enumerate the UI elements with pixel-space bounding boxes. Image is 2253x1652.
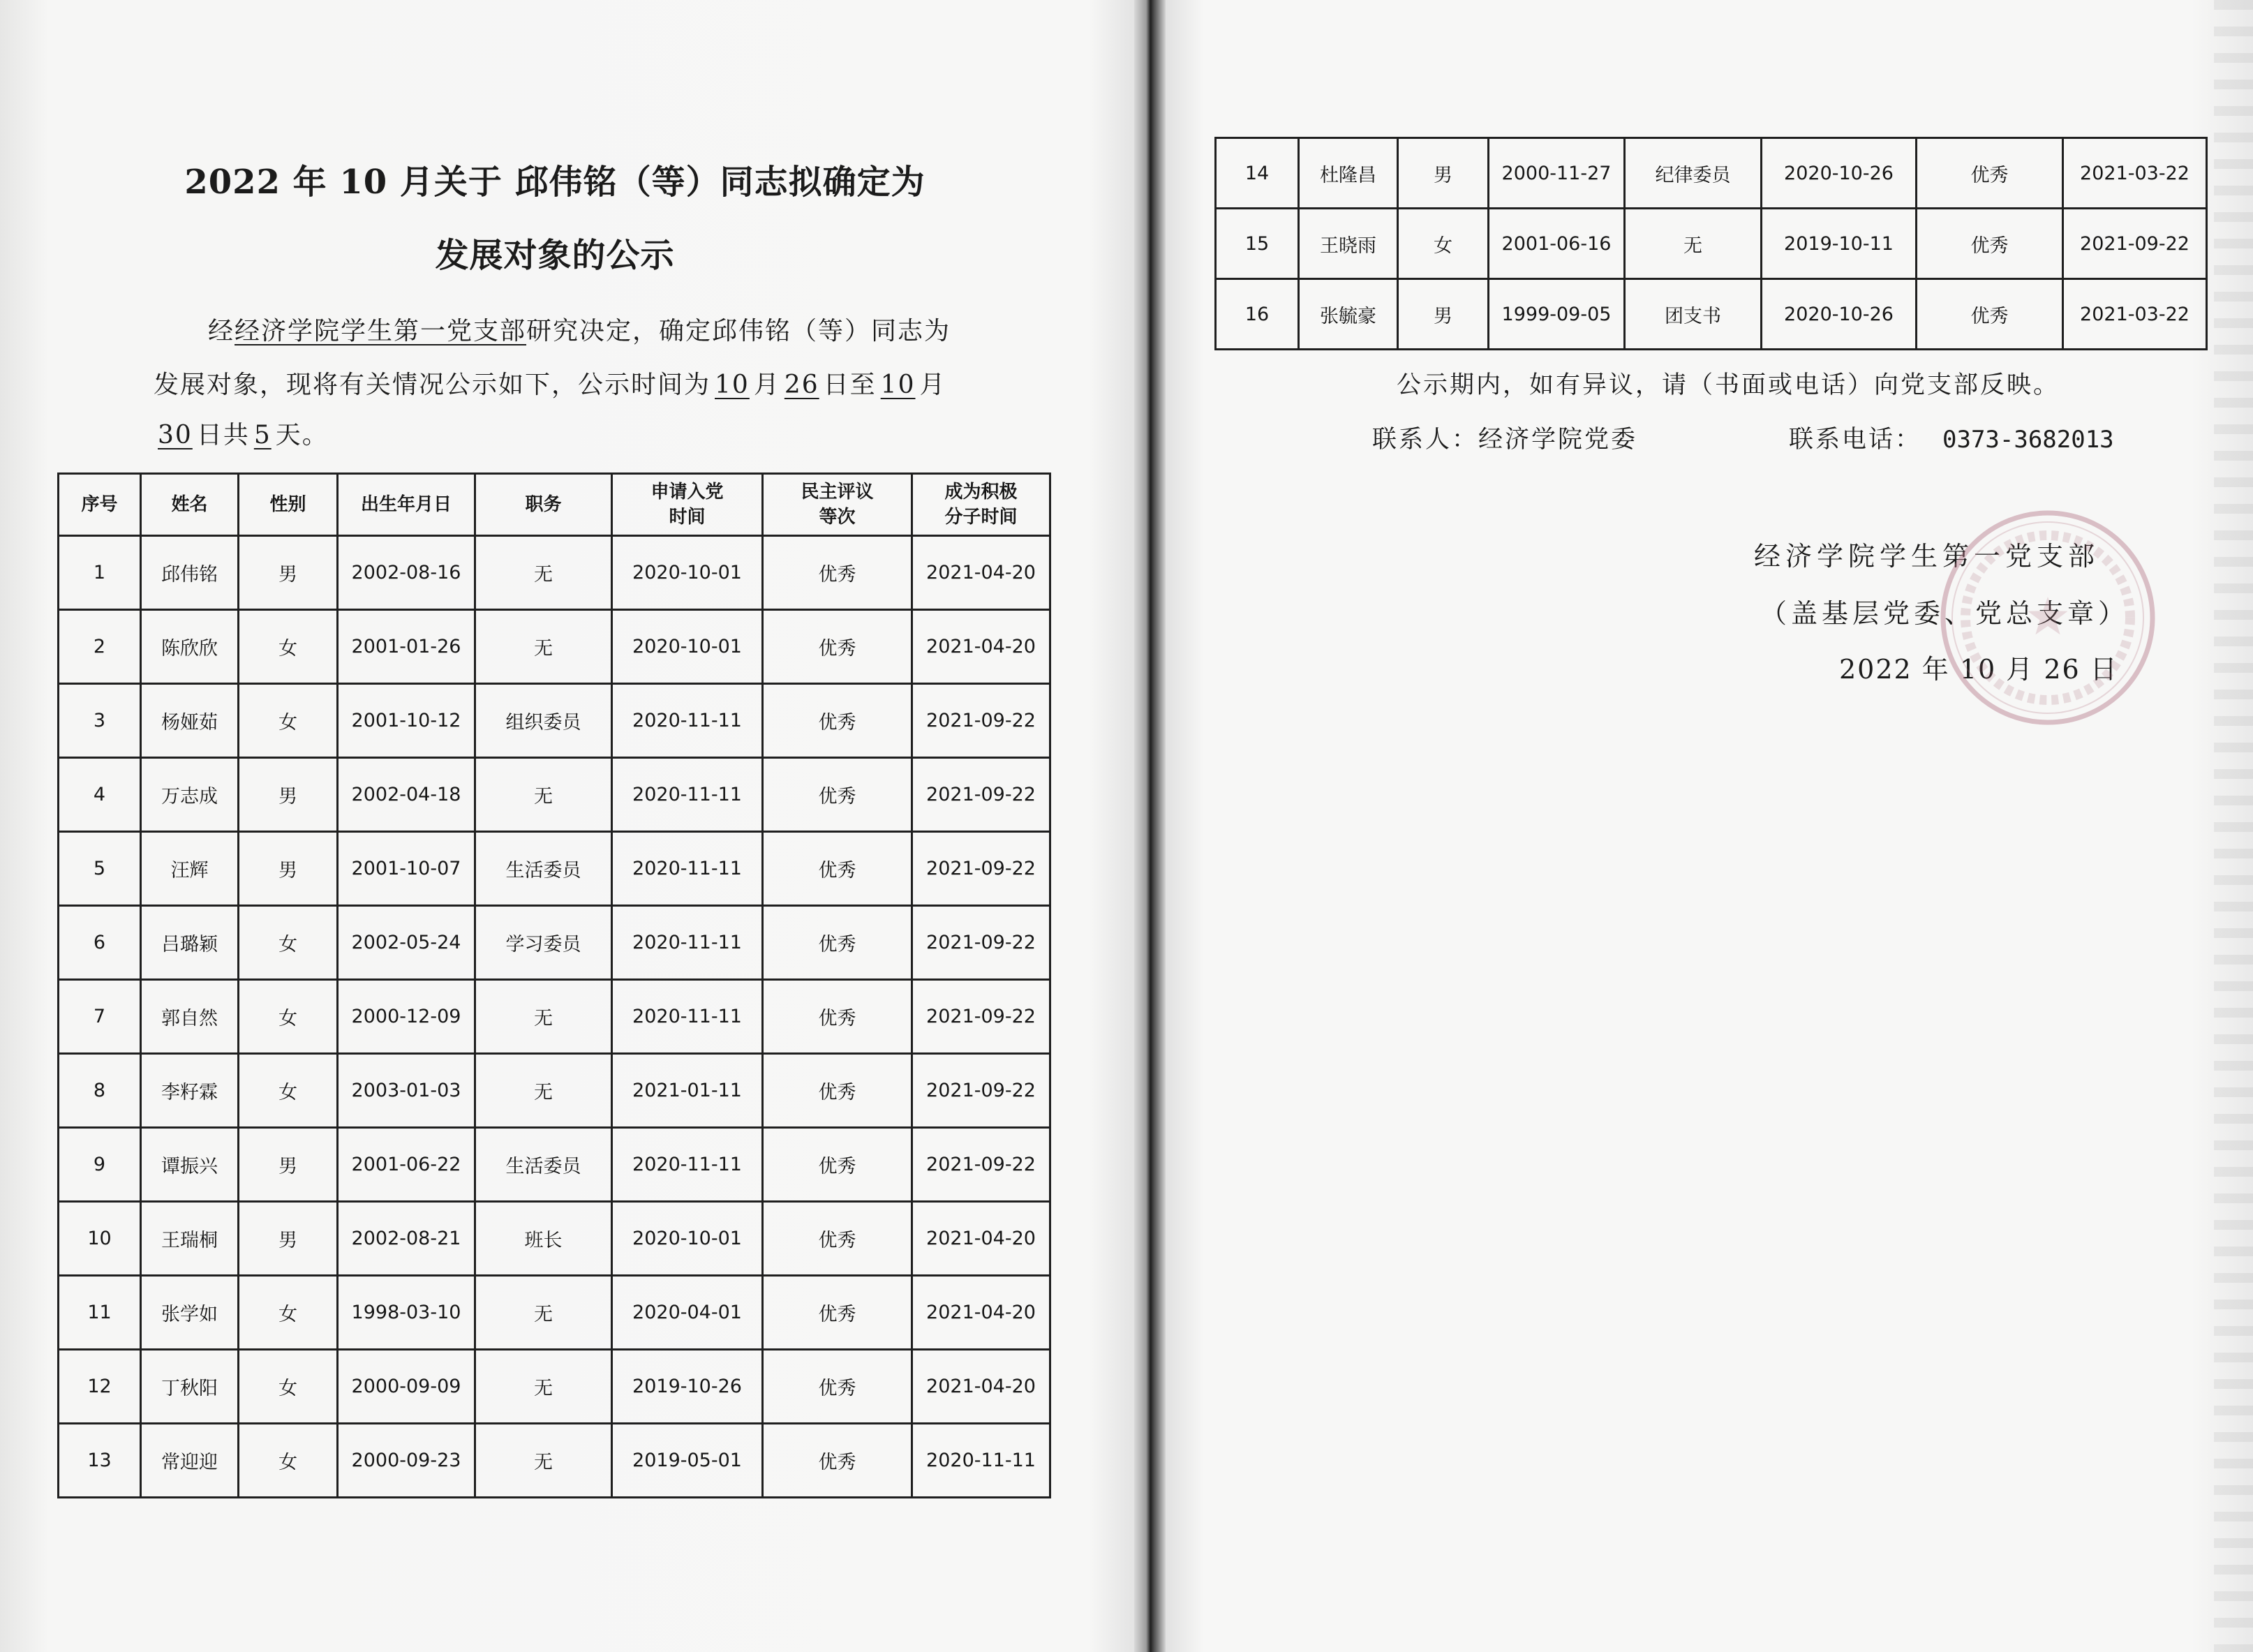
cell-position: 组织委员 [475, 684, 612, 758]
cell-evaluation: 优秀 [1917, 138, 2063, 209]
table-row [1216, 279, 2207, 350]
table-row [59, 1276, 1050, 1350]
cell-name: 杨娅茹 [141, 684, 239, 758]
cell-activist-date: 2021-09-22 [912, 906, 1050, 980]
cell-activist-date: 2021-09-22 [912, 684, 1050, 758]
cell-position: 无 [475, 610, 612, 684]
cell-activist-date: 2021-03-22 [2063, 279, 2207, 350]
cell-activist-date: 2021-04-20 [912, 1202, 1050, 1276]
cell-gender: 女 [239, 1276, 338, 1350]
cell-evaluation: 优秀 [763, 1350, 912, 1424]
table-row [59, 610, 1050, 684]
cell-gender: 女 [1398, 209, 1489, 279]
cell-name: 谭振兴 [141, 1128, 239, 1202]
table-row [59, 684, 1050, 758]
cell-activist-date: 2021-04-20 [912, 1276, 1050, 1350]
intro-start-month: 10 [715, 371, 750, 399]
cell-activist-date: 2021-09-22 [912, 758, 1050, 832]
cell-name: 郭自然 [141, 980, 239, 1054]
cell-gender: 女 [239, 980, 338, 1054]
cell-activist-date: 2021-09-22 [912, 1054, 1050, 1128]
cell-application-date: 2020-10-26 [1762, 138, 1917, 209]
intro-end-month: 10 [880, 371, 916, 399]
table-row [59, 980, 1050, 1054]
cell-activist-date: 2021-09-22 [912, 980, 1050, 1054]
cell-position: 无 [1625, 209, 1762, 279]
cell-birthdate: 2001-06-22 [338, 1128, 475, 1202]
cell-serial: 13 [59, 1424, 141, 1498]
intro-text: 月 [753, 371, 780, 399]
cell-position: 生活委员 [475, 1128, 612, 1202]
cell-name: 吕璐颖 [141, 906, 239, 980]
cell-evaluation: 优秀 [763, 1128, 912, 1202]
cell-application-date: 2021-01-11 [612, 1054, 763, 1128]
cell-name: 常迎迎 [141, 1424, 239, 1498]
header-label: 申请入党 [650, 482, 724, 503]
header-label: 分子时间 [944, 507, 1018, 528]
scan-edge-noise [2214, 0, 2253, 1652]
cell-position: 学习委员 [475, 906, 612, 980]
cell-activist-date: 2021-09-22 [912, 832, 1050, 906]
cell-position: 无 [475, 758, 612, 832]
table-row [59, 906, 1050, 980]
cell-serial: 3 [59, 684, 141, 758]
contact-person [1372, 424, 1637, 455]
cell-application-date: 2019-05-01 [612, 1424, 763, 1498]
intro-end-day: 30 [158, 421, 193, 449]
candidates-table-continued [1214, 137, 2208, 350]
cell-gender: 男 [239, 1202, 338, 1276]
table-row [1216, 138, 2207, 209]
cell-birthdate: 2000-09-09 [338, 1350, 475, 1424]
intro-text: 日共 [196, 421, 250, 449]
cell-gender: 男 [1398, 138, 1489, 209]
cell-name: 丁秋阳 [141, 1350, 239, 1424]
table-row [1216, 209, 2207, 279]
cell-application-date: 2020-11-11 [612, 684, 763, 758]
cell-gender: 男 [239, 832, 338, 906]
cell-evaluation: 优秀 [763, 758, 912, 832]
signature-seal-note: （盖基层党委、党总支章） [1760, 598, 2129, 629]
cell-evaluation: 优秀 [763, 536, 912, 610]
cell-application-date: 2019-10-11 [1762, 209, 1917, 279]
table-row [59, 1128, 1050, 1202]
cell-evaluation: 优秀 [763, 610, 912, 684]
header-name [141, 474, 239, 536]
header-label: 等次 [819, 507, 856, 528]
cell-name: 张学如 [141, 1276, 239, 1350]
cell-serial: 4 [59, 758, 141, 832]
cell-serial: 10 [59, 1202, 141, 1276]
cell-gender: 男 [239, 536, 338, 610]
header-label: 性别 [269, 494, 306, 515]
cell-gender: 男 [239, 1128, 338, 1202]
cell-evaluation: 优秀 [763, 684, 912, 758]
cell-evaluation: 优秀 [763, 1202, 912, 1276]
intro-branch-name: 经济学院学生第一党支部 [235, 317, 527, 345]
cell-position: 团支书 [1625, 279, 1762, 350]
cell-serial: 7 [59, 980, 141, 1054]
header-label: 姓名 [171, 494, 208, 515]
cell-gender: 男 [1398, 279, 1489, 350]
objection-notice: 公示期内，如有异议，请（书面或电话）向党支部反映。 [1397, 371, 2060, 399]
cell-position: 无 [475, 1276, 612, 1350]
cell-application-date: 2020-11-11 [612, 1128, 763, 1202]
page-gutter [1134, 0, 1166, 1652]
cell-evaluation: 优秀 [1917, 209, 2063, 279]
header-label: 时间 [669, 507, 706, 528]
cell-birthdate: 2002-08-21 [338, 1202, 475, 1276]
cell-application-date: 2020-04-01 [612, 1276, 763, 1350]
header-serial [59, 474, 141, 536]
cell-application-date: 2020-11-11 [612, 980, 763, 1054]
header-activist-date [912, 474, 1050, 536]
cell-name: 张毓豪 [1299, 279, 1398, 350]
cell-application-date: 2020-11-11 [612, 758, 763, 832]
cell-activist-date: 2021-04-20 [912, 536, 1050, 610]
cell-application-date: 2019-10-26 [612, 1350, 763, 1424]
cell-position: 生活委员 [475, 832, 612, 906]
intro-text: 发展对象，现将有关情况公示如下，公示时间为 [154, 371, 711, 399]
intro-day-count: 5 [253, 421, 272, 449]
intro-line-3 [154, 420, 329, 451]
cell-evaluation: 优秀 [763, 1054, 912, 1128]
cell-birthdate: 1999-09-05 [1489, 279, 1625, 350]
header-label: 序号 [81, 494, 118, 515]
cell-gender: 男 [239, 758, 338, 832]
notice-title-line-2: 发展对象的公示 [435, 236, 675, 275]
cell-name: 李籽霖 [141, 1054, 239, 1128]
cell-activist-date: 2020-11-11 [912, 1424, 1050, 1498]
table-row [59, 1054, 1050, 1128]
header-label: 职务 [525, 494, 562, 515]
cell-activist-date: 2021-04-20 [912, 610, 1050, 684]
cell-position: 无 [475, 980, 612, 1054]
cell-birthdate: 2001-10-12 [338, 684, 475, 758]
header-birthdate [338, 474, 475, 536]
cell-position: 班长 [475, 1202, 612, 1276]
cell-application-date: 2020-10-01 [612, 1202, 763, 1276]
header-evaluation [763, 474, 912, 536]
cell-application-date: 2020-11-11 [612, 832, 763, 906]
intro-line-2 [154, 370, 946, 401]
cell-name: 陈欣欣 [141, 610, 239, 684]
notice-title-line-1: 2022 年 10 月关于 邱伟铭（等）同志拟确定为 [184, 163, 925, 202]
cell-position: 无 [475, 1424, 612, 1498]
header-label: 民主评议 [801, 482, 874, 503]
cell-evaluation: 优秀 [763, 1276, 912, 1350]
cell-birthdate: 2002-05-24 [338, 906, 475, 980]
contact-value: 经济学院党委 [1478, 426, 1638, 454]
cell-position: 无 [475, 1054, 612, 1128]
cell-birthdate: 2000-11-27 [1489, 138, 1625, 209]
header-application-date [612, 474, 763, 536]
cell-serial: 11 [59, 1276, 141, 1350]
table-row [59, 1424, 1050, 1498]
cell-position: 纪律委员 [1625, 138, 1762, 209]
cell-position: 无 [475, 536, 612, 610]
cell-activist-date: 2021-04-20 [912, 1350, 1050, 1424]
candidates-table [57, 472, 1051, 1498]
cell-name: 杜隆昌 [1299, 138, 1398, 209]
header-position [475, 474, 612, 536]
intro-text: 经 [208, 317, 235, 345]
cell-application-date: 2020-10-26 [1762, 279, 1917, 350]
cell-activist-date: 2021-09-22 [912, 1128, 1050, 1202]
cell-application-date: 2020-11-11 [612, 906, 763, 980]
table-row [59, 1202, 1050, 1276]
intro-text: 日至 [823, 371, 877, 399]
cell-evaluation: 优秀 [763, 1424, 912, 1498]
cell-serial: 14 [1216, 138, 1299, 209]
cell-serial: 16 [1216, 279, 1299, 350]
header-gender [239, 474, 338, 536]
cell-serial: 1 [59, 536, 141, 610]
cell-name: 邱伟铭 [141, 536, 239, 610]
header-label: 成为积极 [944, 482, 1018, 503]
table-row [59, 1350, 1050, 1424]
cell-birthdate: 2000-09-23 [338, 1424, 475, 1498]
cell-serial: 8 [59, 1054, 141, 1128]
official-seal [1936, 506, 2159, 729]
cell-birthdate: 2001-01-26 [338, 610, 475, 684]
cell-evaluation: 优秀 [763, 980, 912, 1054]
cell-birthdate: 2003-01-03 [338, 1054, 475, 1128]
cell-gender: 女 [239, 906, 338, 980]
table-row [59, 758, 1050, 832]
table-row [59, 536, 1050, 610]
cell-name: 王晓雨 [1299, 209, 1398, 279]
cell-evaluation: 优秀 [1917, 279, 2063, 350]
contact-label: 联系人： [1372, 426, 1479, 454]
cell-gender: 女 [239, 1054, 338, 1128]
cell-gender: 女 [239, 684, 338, 758]
cell-position: 无 [475, 1350, 612, 1424]
cell-application-date: 2020-10-01 [612, 536, 763, 610]
contact-phone-label: 联系电话： [1789, 426, 1922, 454]
cell-activist-date: 2021-03-22 [2063, 138, 2207, 209]
cell-name: 王瑞桐 [141, 1202, 239, 1276]
cell-name: 汪辉 [141, 832, 239, 906]
cell-application-date: 2020-10-01 [612, 610, 763, 684]
cell-serial: 5 [59, 832, 141, 906]
intro-text: 研究决定，确定邱伟铭（等）同志为 [526, 317, 951, 345]
cell-gender: 女 [239, 610, 338, 684]
cell-birthdate: 2002-08-16 [338, 536, 475, 610]
cell-gender: 女 [239, 1424, 338, 1498]
table-header-row [59, 474, 1050, 536]
intro-text: 天。 [275, 421, 329, 449]
signature-organization: 经济学院学生第一党支部 [1754, 541, 2100, 572]
cell-gender: 女 [239, 1350, 338, 1424]
table-row [59, 832, 1050, 906]
cell-birthdate: 2000-12-09 [338, 980, 475, 1054]
cell-serial: 9 [59, 1128, 141, 1202]
contact-phone-number: 0373-3682013 [1942, 426, 2114, 454]
cell-serial: 12 [59, 1350, 141, 1424]
cell-evaluation: 优秀 [763, 906, 912, 980]
intro-text: 月 [919, 371, 946, 399]
signature-date: 2022 年 10 月 26 日 [1839, 654, 2118, 685]
cell-serial: 6 [59, 906, 141, 980]
header-label: 出生年月日 [360, 494, 452, 515]
intro-line-1 [208, 316, 951, 347]
cell-name: 万志成 [141, 758, 239, 832]
cell-birthdate: 2001-06-16 [1489, 209, 1625, 279]
cell-serial: 15 [1216, 209, 1299, 279]
cell-activist-date: 2021-09-22 [2063, 209, 2207, 279]
cell-birthdate: 2002-04-18 [338, 758, 475, 832]
cell-evaluation: 优秀 [763, 832, 912, 906]
intro-start-day: 26 [784, 371, 819, 399]
cell-birthdate: 1998-03-10 [338, 1276, 475, 1350]
cell-birthdate: 2001-10-07 [338, 832, 475, 906]
cell-serial: 2 [59, 610, 141, 684]
